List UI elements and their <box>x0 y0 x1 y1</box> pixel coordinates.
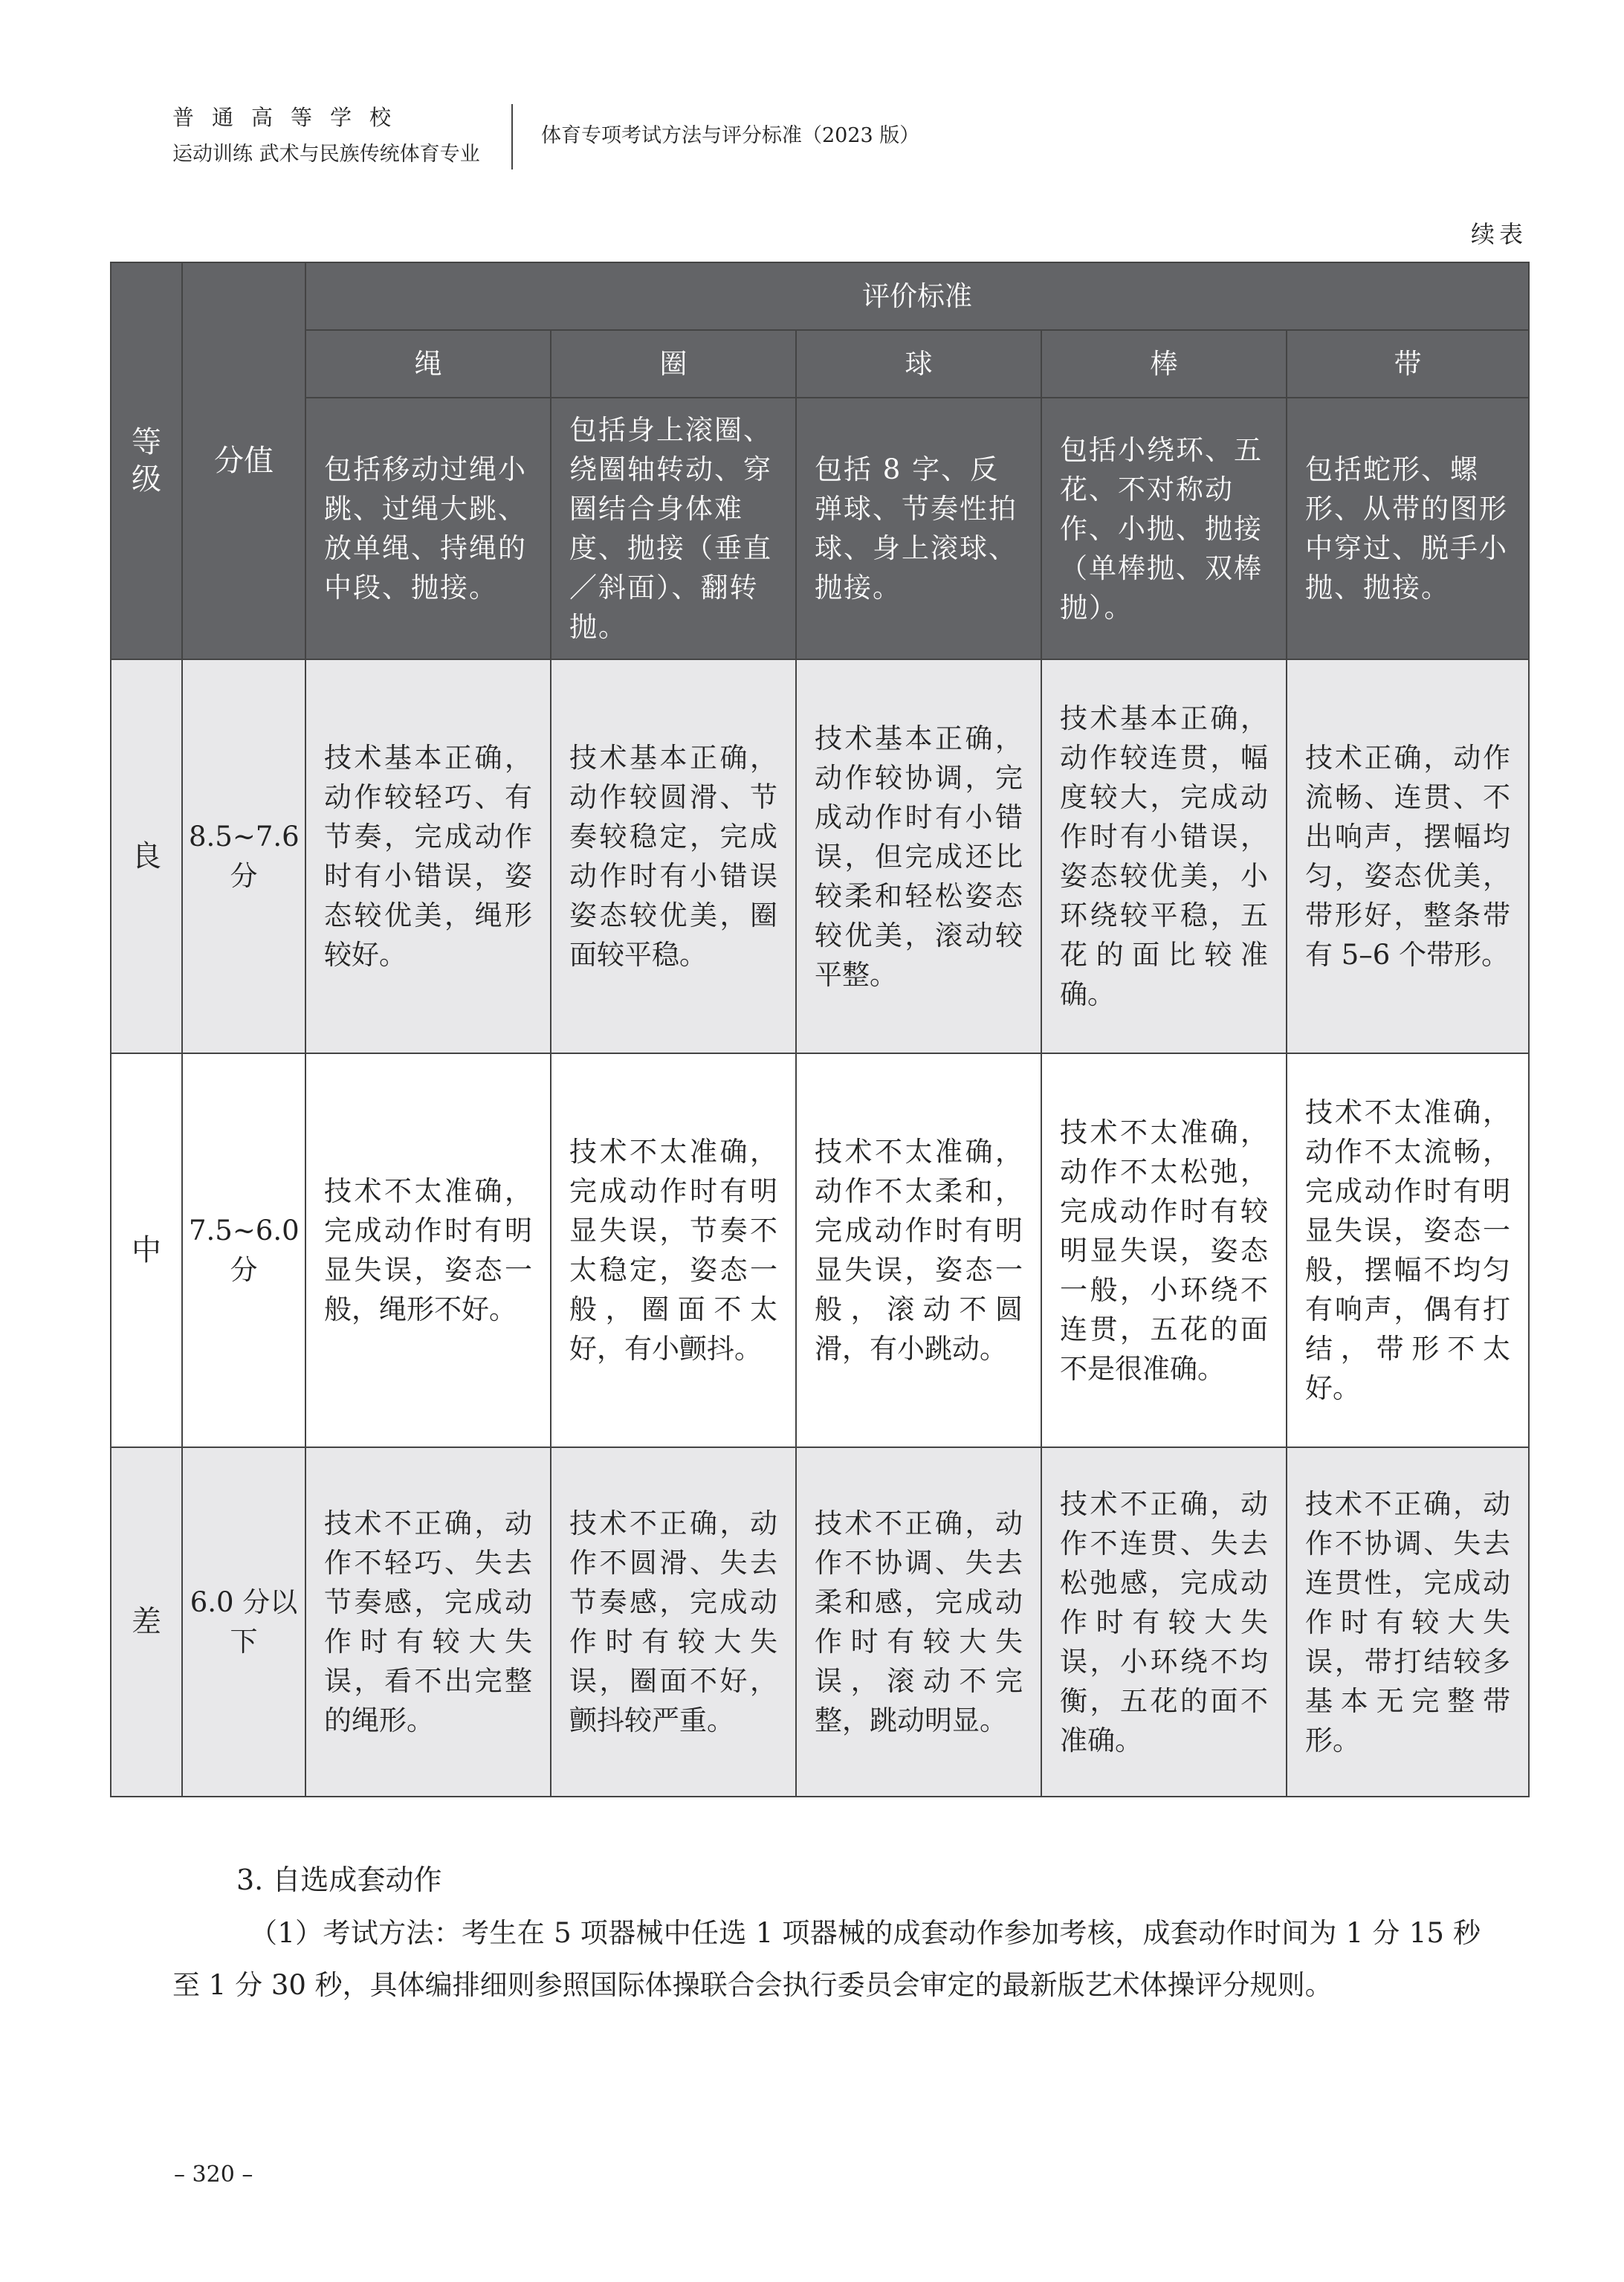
header-divider <box>511 104 513 169</box>
apparatus-desc-ball: 包括 8 字、反弹球、节奏性拍球、身上滚球、抛接。 <box>796 398 1041 659</box>
table-row-good <box>111 659 1529 1053</box>
table-row-poor <box>111 1447 1529 1797</box>
criteria-cell-rope: 技术不太准确，完成动作时有明显失误，姿态一般，绳形不好。 <box>305 1053 551 1447</box>
score-cell: 8.5~7.6 分 <box>182 659 305 1053</box>
section-title: 3. 自选成套动作 <box>236 1864 442 1896</box>
header-major-title: 运动训练 武术与民族传统体育专业 <box>172 143 480 166</box>
criteria-cell-rope: 技术不正确，动作不轻巧、失去节奏感，完成动作时有较大失误，看不出完整的绳形。 <box>305 1447 551 1797</box>
criteria-cell-clubs: 技术不正确，动作不连贯、失去松弛感，完成动作时有较大失误，小环绕不均衡，五花的面不准确。 <box>1041 1447 1287 1797</box>
criteria-cell-ball: 技术不太准确，动作不太柔和，完成动作时有明显失误，姿态一般，滚动不圆滑，有小跳动。 <box>796 1053 1041 1447</box>
page-number: – 320 – <box>174 2162 253 2188</box>
criteria-cell-hoop: 技术不太准确，完成动作时有明显失误，节奏不太稳定，姿态一般，圈面不太好，有小颤抖。 <box>551 1053 796 1447</box>
criteria-header: 评价标准 <box>305 262 1529 330</box>
grade-column-header: 等级 <box>111 262 182 659</box>
score-cell: 7.5~6.0 分 <box>182 1053 305 1447</box>
criteria-cell-ball: 技术基本正确，动作较协调，完成动作时有小错误，但完成还比较柔和轻松姿态较优美，滚动较平整。 <box>796 659 1041 1053</box>
exam-method-paragraph: （1）考试方法：考生在 5 项器械中任选 1 项器械的成套动作参加考核，成套动作时间为 1 分 15 秒至 1 分 30 秒，具体编排细则参照国际体操联合会执行委员会审定的最新版艺术体操评分规则。 <box>172 1917 1481 2001</box>
criteria-cell-clubs: 技术不太准确，动作不太松弛，完成动作时有较明显失误，姿态一般，小环绕不连贯，五花的面不是很准确。 <box>1041 1053 1287 1447</box>
apparatus-header-hoop: 圈 <box>551 330 796 398</box>
apparatus-desc-hoop: 包括身上滚圈、绕圈轴转动、穿圈结合身体难度、抛接（垂直／斜面）、翻转抛。 <box>551 398 796 659</box>
header-school-title: 普通高等学校 <box>172 105 410 130</box>
apparatus-desc-rope: 包括移动过绳小跳、过绳大跳、放单绳、持绳的中段、抛接。 <box>305 398 551 659</box>
score-column-header: 分值 <box>182 262 305 659</box>
table-row-medium <box>111 1053 1529 1447</box>
continued-table-label: 续表 <box>1470 220 1527 248</box>
apparatus-header-clubs: 棒 <box>1041 330 1287 398</box>
grade-cell: 中 <box>111 1053 182 1447</box>
score-cell: 6.0 分以下 <box>182 1447 305 1797</box>
criteria-cell-hoop: 技术基本正确，动作较圆滑、节奏较稳定，完成动作时有小错误姿态较优美，圈面较平稳。 <box>551 659 796 1053</box>
apparatus-desc-ribbon: 包括蛇形、螺形、从带的图形中穿过、脱手小抛、抛接。 <box>1287 398 1529 659</box>
header-book-title: 体育专项考试方法与评分标准（2023 版） <box>541 124 920 147</box>
criteria-cell-ball: 技术不正确，动作不协调、失去柔和感，完成动作时有较大失误，滚动不完整，跳动明显。 <box>796 1447 1041 1797</box>
apparatus-header-rope: 绳 <box>305 330 551 398</box>
criteria-cell-hoop: 技术不正确，动作不圆滑、失去节奏感，完成动作时有较大失误，圈面不好，颤抖较严重。 <box>551 1447 796 1797</box>
criteria-cell-ribbon: 技术正确，动作流畅、连贯、不出响声，摆幅均匀，姿态优美，带形好，整条带有 5–6 个带形。 <box>1287 659 1529 1053</box>
criteria-cell-rope: 技术基本正确，动作较轻巧、有节奏，完成动作时有小错误，姿态较优美，绳形较好。 <box>305 659 551 1053</box>
grade-cell: 差 <box>111 1447 182 1797</box>
apparatus-header-ball: 球 <box>796 330 1041 398</box>
criteria-cell-ribbon: 技术不正确，动作不协调、失去连贯性，完成动作时有较大失误，带打结较多基本无完整带形。 <box>1287 1447 1529 1797</box>
apparatus-desc-clubs: 包括小绕环、五花、不对称动作、小抛、抛接（单棒抛、双棒抛）。 <box>1041 398 1287 659</box>
grade-cell: 良 <box>111 659 182 1053</box>
apparatus-header-ribbon: 带 <box>1287 330 1529 398</box>
criteria-cell-ribbon: 技术不太准确，动作不太流畅，完成动作时有明显失误，姿态一般，摆幅不均匀有响声，偶有打结，带形不太好。 <box>1287 1053 1529 1447</box>
header-left-block <box>172 103 499 171</box>
evaluation-table <box>110 262 1530 1797</box>
criteria-cell-clubs: 技术基本正确，动作较连贯，幅度较大，完成动作时有小错误，姿态较优美，小环绕较平稳，五花的面比较准确。 <box>1041 659 1287 1053</box>
